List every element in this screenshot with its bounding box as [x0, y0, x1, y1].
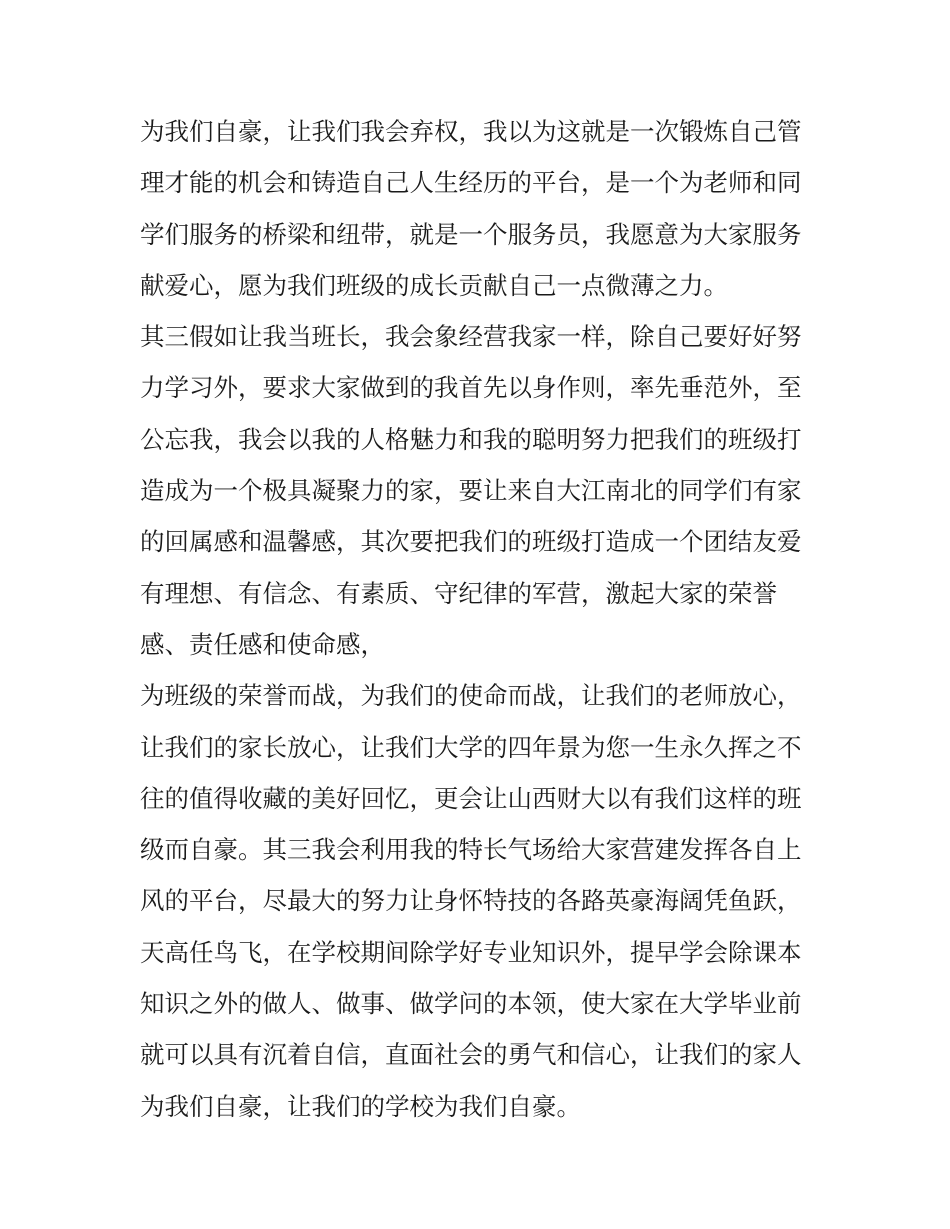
text-line-10: 有理想、有信念、有素质、守纪律的军营，激起大家的荣誉 — [140, 578, 777, 608]
text-line-17: 天高任鸟飞，在学校期间除学好专业知识外，提早学会除课本 — [140, 937, 802, 967]
text-line-16: 风的平台，尽最大的努力让身怀特技的各路英豪海阔凭鱼跃， — [140, 886, 802, 916]
text-line-2: 理才能的机会和铸造自己人生经历的平台，是一个为老师和同 — [140, 168, 802, 198]
text-line-19: 就可以具有沉着自信，直面社会的勇气和信心，让我们的家人 — [140, 1040, 802, 1070]
text-line-11: 感、责任感和使命感， — [140, 629, 385, 659]
text-line-7: 公忘我，我会以我的人格魅力和我的聪明努力把我们的班级打 — [140, 424, 802, 454]
text-line-15: 级而自豪。其三我会利用我的特长气场给大家营建发挥各自上 — [140, 835, 802, 865]
text-line-9: 的回属感和温馨感，其次要把我们的班级打造成一个团结友爱 — [140, 527, 802, 557]
text-line-12: 为班级的荣誉而战，为我们的使命而战，让我们的老师放心， — [140, 681, 802, 711]
text-line-14: 往的值得收藏的美好回忆，更会让山西财大以有我们这样的班 — [140, 783, 802, 813]
text-line-13: 让我们的家长放心，让我们大学的四年景为您一生永久挥之不 — [140, 732, 802, 762]
text-line-1: 为我们自豪，让我们我会弃权，我以为这就是一次锻炼自己管 — [140, 117, 802, 146]
text-line-18: 知识之外的做人、做事、做学问的本领，使大家在大学毕业前 — [140, 989, 802, 1019]
text-line-8: 造成为一个极具凝聚力的家，要让来自大江南北的同学们有家 — [140, 476, 802, 506]
text-line-3: 学们服务的桥梁和纽带，就是一个服务员，我愿意为大家服务 — [140, 219, 802, 249]
text-line-4: 献爱心，愿为我们班级的成长贡献自己一点微薄之力。 — [140, 270, 728, 300]
body-text — [140, 106, 840, 1132]
text-line-6: 力学习外，要求大家做到的我首先以身作则，率先垂范外，至 — [140, 373, 802, 403]
text-line-5: 其三假如让我当班长，我会象经营我家一样，除自己要好好努 — [140, 322, 802, 352]
text-line-20: 为我们自豪，让我们的学校为我们自豪。 — [140, 1091, 581, 1121]
